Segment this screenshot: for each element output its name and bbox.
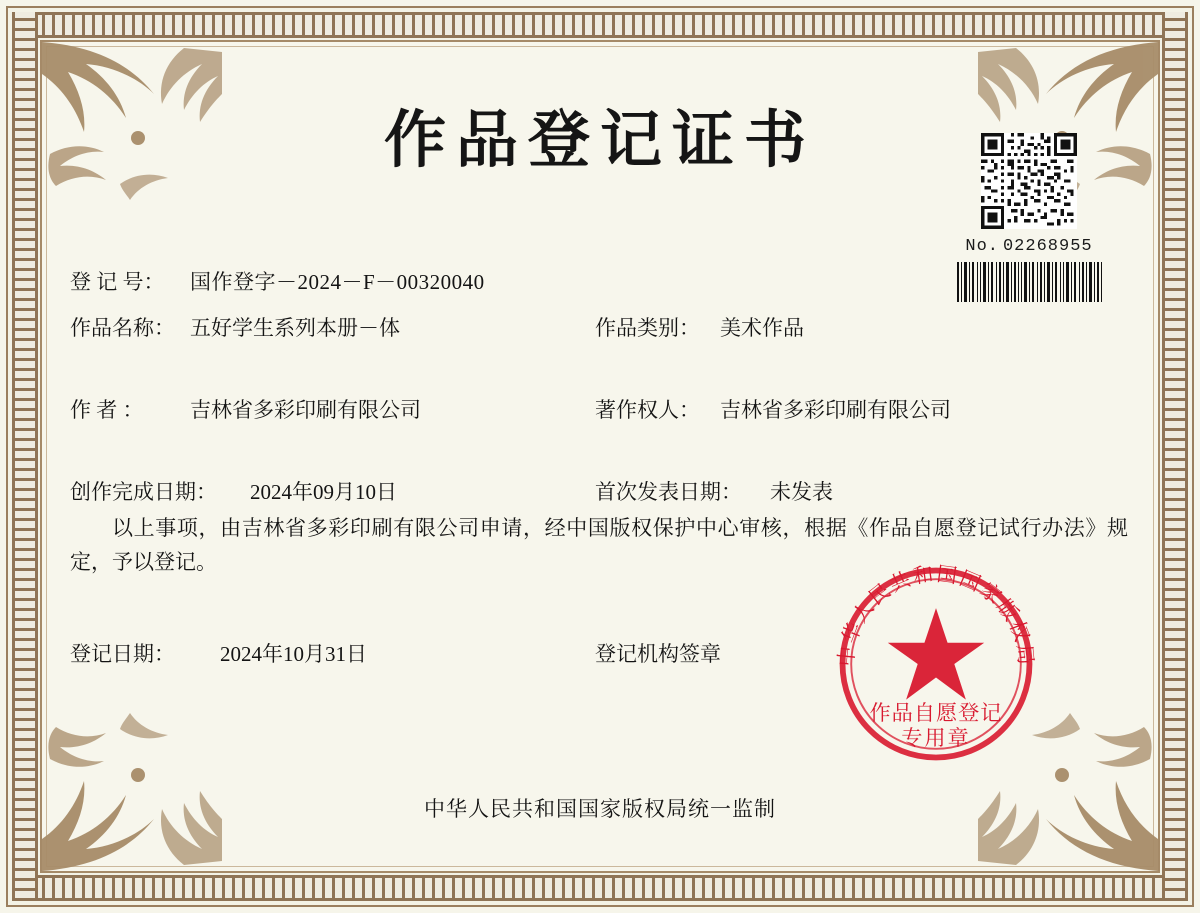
registration-number-value: 国作登字－2024－F－00320040 bbox=[190, 270, 485, 294]
serial-number-label: No. bbox=[965, 237, 999, 256]
work-category-label: 作品类别： bbox=[595, 316, 700, 340]
seal-icon bbox=[830, 558, 1042, 770]
serial-number-value: 02268955 bbox=[1002, 237, 1093, 256]
work-name-value: 五好学生系列本册－体 bbox=[190, 316, 400, 340]
footer-text: 中华人民共和国国家版权局统一监制 bbox=[424, 797, 776, 821]
serial-number-line bbox=[954, 237, 1104, 256]
work-name-label: 作品名称： bbox=[70, 316, 175, 340]
author-value: 吉林省多彩印刷有限公司 bbox=[190, 398, 421, 422]
registration-authority-seal-label: 登记机构签章 bbox=[595, 642, 721, 666]
ornamental-band-left bbox=[12, 12, 38, 901]
field-row-work-name-category bbox=[70, 312, 1130, 394]
ornamental-band-right bbox=[1162, 12, 1188, 901]
field-row-author-owner bbox=[70, 394, 1130, 476]
qr-code-icon bbox=[981, 133, 1077, 229]
first-publication-date-value: 未发表 bbox=[770, 480, 833, 504]
creation-date-label: 创作完成日期： bbox=[70, 480, 217, 504]
certificate-content bbox=[48, 48, 1152, 865]
author-label: 作 者 ： bbox=[70, 398, 144, 422]
work-category-value: 美术作品 bbox=[720, 316, 804, 340]
field-row-registration-number bbox=[70, 266, 1130, 312]
ornamental-band-bottom bbox=[12, 875, 1188, 901]
official-seal-stamp bbox=[830, 558, 1042, 770]
statement-paragraph: 以上事项，由吉林省多彩印刷有限公司申请，经中国版权保护中心审核，根据《作品自愿登记试行办法》规定，予以登记。 bbox=[70, 516, 1128, 574]
registration-date-value: 2024年10月31日 bbox=[220, 642, 367, 666]
seal-line2: 专用章 bbox=[901, 725, 971, 750]
seal-arc-text: 中华人民共和国国家版权局 bbox=[835, 563, 1037, 668]
creation-date-value: 2024年09月10日 bbox=[250, 480, 397, 504]
ornamental-band-top bbox=[12, 12, 1188, 38]
copyright-owner-value: 吉林省多彩印刷有限公司 bbox=[720, 398, 951, 422]
registration-date-label: 登记日期： bbox=[70, 642, 175, 666]
fields-block bbox=[70, 266, 1130, 522]
first-publication-date-label: 首次发表日期： bbox=[595, 480, 742, 504]
registration-number-label: 登 记 号： bbox=[70, 270, 165, 294]
page-title: 作品登记证书 bbox=[383, 107, 816, 175]
copyright-owner-label: 著作权人： bbox=[595, 398, 700, 422]
seal-line1: 作品自愿登记 bbox=[869, 700, 1003, 725]
